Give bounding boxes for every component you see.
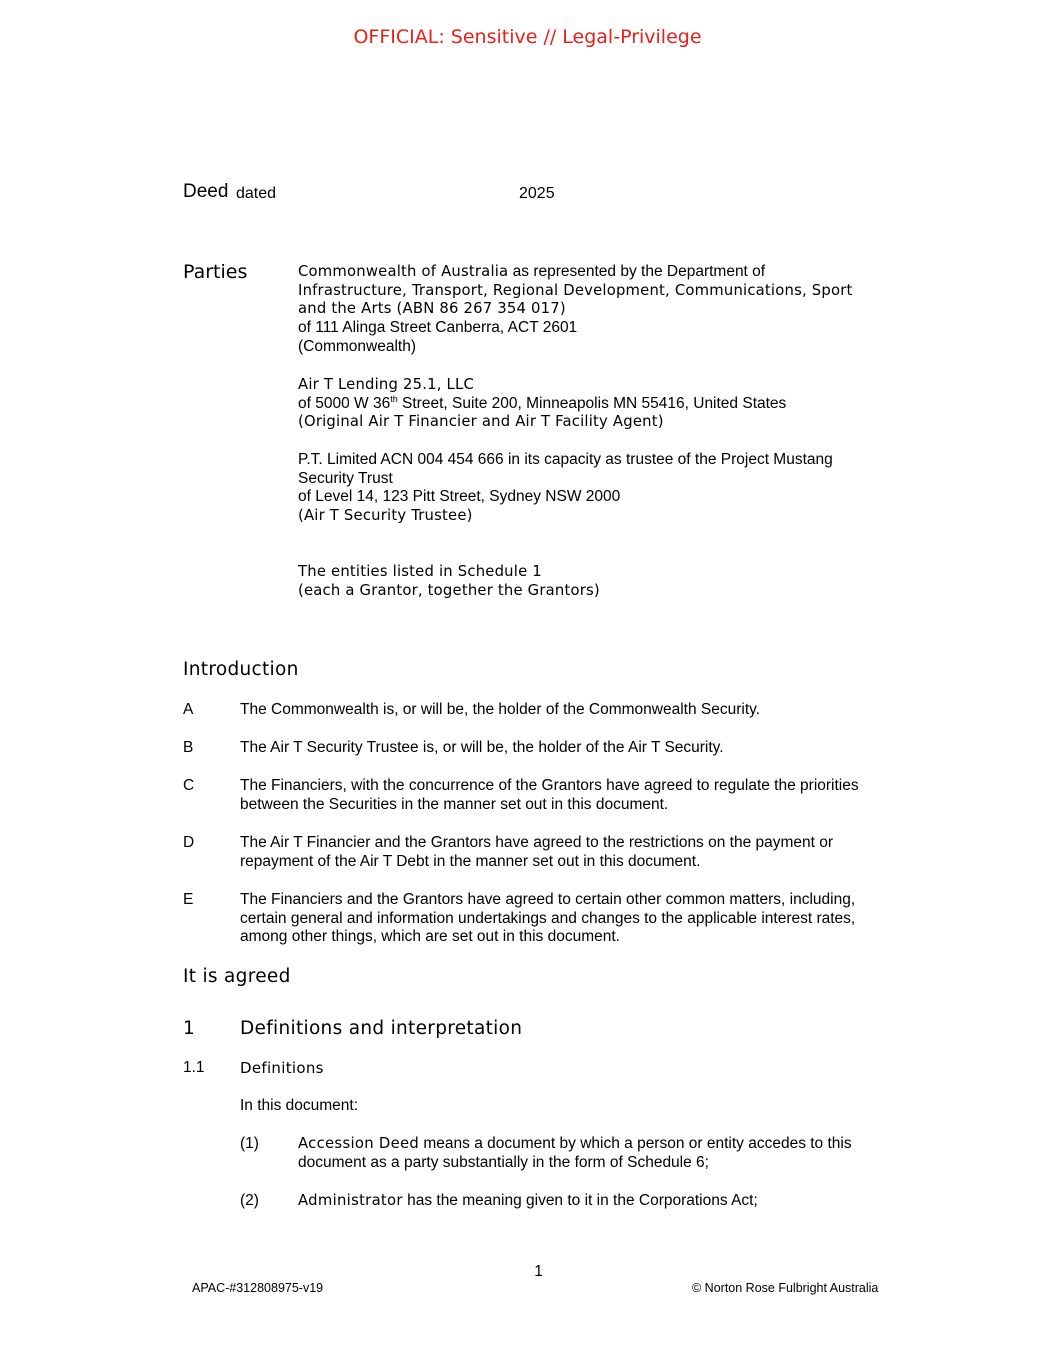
clause-number: 1 xyxy=(183,1018,195,1039)
recital-letter: C xyxy=(183,777,195,794)
party-address: of 111 Alinga Street Canberra, ACT 2601 xyxy=(298,319,578,337)
subclause-number: 1.1 xyxy=(183,1059,205,1076)
clause-title: Definitions and interpretation xyxy=(240,1018,523,1039)
party-address: of 5000 W 36th Street, Suite 200, Minneapolis MN 55416, United States xyxy=(298,393,787,412)
party-short-name: (Original Air T Financier and Air T Facility Agent) xyxy=(298,413,664,431)
document-reference: APAC-#312808975-v19 xyxy=(192,1281,324,1295)
party-short-name: (each a Grantor, together the Grantors) xyxy=(298,581,600,599)
recital-text: The Air T Financier and the Grantors have agreed to the restrictions on the payment or repayment of the Air T Debt in the manner set out in this document. xyxy=(240,834,834,870)
deed-year: 2025 xyxy=(519,185,555,202)
defined-term: Accession Deed xyxy=(298,1135,420,1152)
party-name: Commonwealth of Australia xyxy=(298,263,509,280)
definition-item: Accession Deed means a document by which a person or entity accedes to this document as a party substantially in the form of Schedule 6; xyxy=(298,1135,852,1171)
definitions-intro: In this document: xyxy=(240,1097,359,1114)
deed-title: Deed xyxy=(183,181,229,202)
party-commonwealth: Commonwealth of Australia as represented by the Department of Infrastructure, Transport, Regional Development, Communications, Sport and the Arts (ABN 86 267 354 017) of 111 Alinga Street Canberra, ACT 2601 (Commonwealth) xyxy=(298,263,853,355)
definition-number: (2) xyxy=(240,1192,259,1209)
subclause-title: Definitions xyxy=(240,1059,324,1077)
recital-text: The Air T Security Trustee is, or will be, the holder of the Air T Security. xyxy=(240,739,724,756)
recital-letter: E xyxy=(183,891,194,908)
definition-item: Administrator has the meaning given to it in the Corporations Act; xyxy=(298,1192,758,1209)
party-short-name: (Commonwealth) xyxy=(298,337,417,355)
recital-text: The Commonwealth is, or will be, the holder of the Commonwealth Security. xyxy=(240,701,761,718)
recital-text: The Financiers, with the concurrence of the Grantors have agreed to regulate the priorities between the Securities in the manner set out in this document. xyxy=(240,777,859,813)
recital-text: The Financiers and the Grantors have agreed to certain other common matters, including, certain general and information undertakings and changes to the applicable interest rates, among other things, which are set out in this document. xyxy=(240,891,856,946)
party-pt-limited: P.T. Limited ACN 004 454 666 in its capacity as trustee of the Project Mustang Security Trust of Level 14, 123 Pitt Street, Sydney NSW 2000 (Air T Security Trustee) xyxy=(298,451,833,525)
definition-number: (1) xyxy=(240,1135,259,1152)
recital-letter: A xyxy=(183,701,194,718)
party-short-name: (Air T Security Trustee) xyxy=(298,507,473,525)
party-grantors xyxy=(298,563,600,600)
party-name: Air T Lending 25.1, LLC xyxy=(298,376,474,393)
party-air-t-lending xyxy=(298,376,786,432)
copyright-notice: © Norton Rose Fulbright Australia xyxy=(692,1281,879,1295)
defined-term: Administrator xyxy=(298,1192,403,1209)
it-is-agreed-heading: It is agreed xyxy=(183,966,291,987)
recital-letter: D xyxy=(183,834,195,851)
party-address: of Level 14, 123 Pitt Street, Sydney NSW 2000 xyxy=(298,488,621,506)
security-classification-banner: OFFICIAL: Sensitive // Legal-Privilege xyxy=(353,26,702,48)
dated-label: dated xyxy=(236,185,277,202)
parties-heading: Parties xyxy=(183,261,248,283)
page-number: 1 xyxy=(534,1263,543,1280)
party-name: The entities listed in Schedule 1 xyxy=(298,563,542,580)
party-name: P.T. Limited ACN 004 454 666 in its capacity as trustee of the Project Mustang xyxy=(298,451,833,468)
introduction-heading: Introduction xyxy=(183,659,299,680)
recital-letter: B xyxy=(183,739,194,756)
